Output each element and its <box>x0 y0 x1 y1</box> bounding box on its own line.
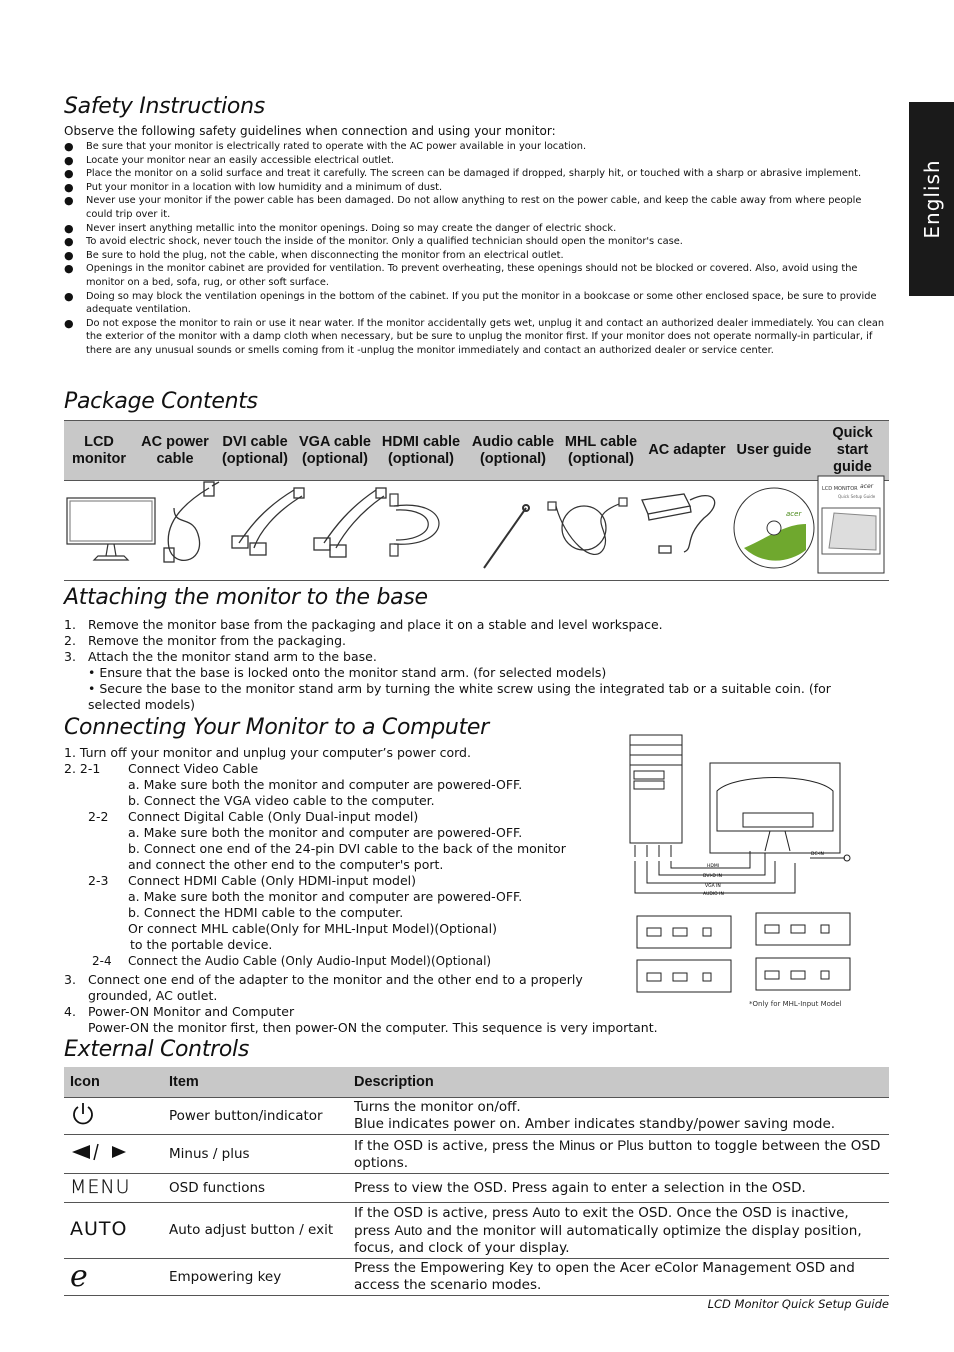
step-line: b. Connect the VGA video cable to the computer. <box>128 793 435 808</box>
attach-heading: Attaching the monitor to the base <box>64 585 428 610</box>
list-item: ● Openings in the monitor cabinet are provided for ventilation. To prevent overheating, these openings should not be blocked or covered. Also, avoid using the monitor on a bed, sofa, rug, or other soft surface. <box>64 262 889 289</box>
pkg-col-hdmi: HDMI cable (optional) <box>381 433 461 467</box>
description-cell: If the OSD is active, press the Minus or Plus button to toggle between the OSD options. <box>348 1135 889 1174</box>
port-panel-3 <box>637 960 731 992</box>
step-line: a. Make sure both the monitor and computer are powered-OFF. <box>128 889 523 904</box>
description-cell: Turns the monitor on/off. Blue indicates power on. Amber indicates standby/power saving mode. <box>348 1098 889 1135</box>
list-item: 2. Remove the monitor from the packaging. <box>64 633 347 648</box>
package-illustrations <box>64 468 889 580</box>
mhl-note: *Only for MHL-Input Model <box>749 1000 842 1008</box>
controls-heading: External Controls <box>64 1037 250 1062</box>
step-line: 4. Power-ON Monitor and Computer <box>64 1004 295 1019</box>
step-line: 2-2 Connect Digital Cable (Only Dual-input model) <box>88 809 419 824</box>
step-line: 1. Turn off your monitor and unplug your computer’s power cord. <box>64 745 471 760</box>
vga-port-label: VGA IN <box>705 884 721 889</box>
monitor-back-icon <box>710 763 840 853</box>
step-line: and connect the other end to the computer's port. <box>128 857 444 872</box>
icon-cell <box>64 1174 163 1203</box>
item-cell: Power button/indicator <box>163 1098 348 1135</box>
connect-heading: Connecting Your Monitor to a Computer <box>64 715 489 740</box>
cd-brand: acer <box>786 510 802 518</box>
list-item: ● Be sure to hold the plug, not the cable, when disconnecting the monitor from an electrical outlet. <box>64 249 889 263</box>
controls-table <box>64 1067 889 1296</box>
list-item: ● Place the monitor on a solid surface and treat it carefully. The screen can be damaged if dropped, sharply hit, or touched with a sharp or abrasive implement. <box>64 167 889 181</box>
col-icon-header: Icon <box>64 1067 163 1098</box>
list-item: ● Locate your monitor near an easily accessible electrical outlet. <box>64 154 889 168</box>
port-panel-4 <box>756 958 850 990</box>
attach-steps <box>64 617 831 713</box>
language-tab <box>909 102 954 296</box>
table-row <box>64 1203 889 1259</box>
step-line: to the portable device. <box>130 937 273 952</box>
list-item: 1. Remove the monitor base from the packaging and place it on a stable and level workspace. <box>64 617 663 632</box>
list-item: ● Never insert anything metallic into the monitor openings. Doing so may create the danger of electric shock. <box>64 222 889 236</box>
col-description-header: Description <box>348 1067 889 1098</box>
minus-plus-icon <box>70 1142 130 1162</box>
col-item-header: Item <box>163 1067 348 1098</box>
description-cell: If the OSD is active, press Auto to exit the OSD. Once the OSD is inactive, press Auto and the monitor will automatically optimize the display position, focus, and clock of your display. <box>348 1203 889 1259</box>
pkg-col-dvi: DVI cable (optional) <box>221 433 289 467</box>
item-cell: Empowering key <box>163 1259 348 1296</box>
step-line: 3. Connect one end of the adapter to the monitor and the other end to a properly <box>64 972 583 987</box>
step-line: 2-3 Connect HDMI Cable (Only HDMI-input model) <box>88 873 417 888</box>
guide-subtitle: Quick Setup Guide <box>838 494 876 499</box>
icon-cell <box>64 1098 163 1135</box>
table-row <box>64 1259 889 1296</box>
list-item: ● Do not expose the monitor to rain or use it near water. If the monitor accidentally gets wet, unplug it and contact an authorized dealer immediately. You can clean the exterior of the monitor with a damp cloth when necessary, but be sure to unplug the monitor first. If your monitor does not operate normally-in particular, if there are any unusual sounds or smells coming from it -unplug the monitor immediately and contact an authorized dealer or service center. <box>64 317 889 358</box>
dvi-port-label: DVI-D IN <box>703 874 723 879</box>
table-row <box>64 1174 889 1203</box>
connect-steps <box>64 745 664 1036</box>
table-row <box>64 1135 889 1174</box>
power-icon <box>70 1101 96 1127</box>
step-line: a. Make sure both the monitor and computer are powered-OFF. <box>128 777 523 792</box>
package-images <box>64 468 889 581</box>
step-line: grounded, AC outlet. <box>88 988 218 1003</box>
step-line: a. Make sure both the monitor and computer are powered-OFF. <box>128 825 523 840</box>
list-item: ● Never use your monitor if the power cable has been damaged. Do not allow anything to rest on the power cable, and keep the cable away from where people could trip over it. <box>64 194 889 221</box>
power-cable-icon <box>164 482 219 562</box>
description-cell: Press to view the OSD. Press again to enter a selection in the OSD. <box>348 1174 889 1203</box>
pkg-col-adapter: AC adapter <box>648 442 726 458</box>
list-item: • Ensure that the base is locked onto the monitor stand arm. (for selected models) <box>88 665 607 680</box>
hdmi-port-label: HDMI <box>707 864 720 869</box>
ac-adapter-icon <box>642 494 715 553</box>
item-cell: Minus / plus <box>163 1135 348 1174</box>
pkg-col-vga: VGA cable (optional) <box>299 433 371 467</box>
icon-cell <box>64 1259 163 1296</box>
list-item: ● Put your monitor in a location with low humidity and a minimum of dust. <box>64 181 889 195</box>
quick-start-guide-icon <box>818 476 884 573</box>
description-cell: Press the Empowering Key to open the Acer eColor Management OSD and access the scenario modes. <box>348 1259 889 1296</box>
empowering-e-icon: e <box>70 1258 88 1294</box>
package-heading: Package Contents <box>64 389 258 414</box>
page-footer: LCD Monitor Quick Setup Guide <box>707 1297 889 1311</box>
step-line: 2. 2-1 Connect Video Cable <box>64 761 259 776</box>
pkg-col-audio: Audio cable (optional) <box>471 433 555 467</box>
audio-cable-icon <box>484 505 529 568</box>
port-panel-2 <box>756 913 850 945</box>
icon-cell <box>64 1203 163 1259</box>
pkg-col-mhl: MHL cable (optional) <box>564 433 638 467</box>
pkg-col-user-guide: User guide <box>736 442 812 458</box>
monitor-icon <box>67 498 155 560</box>
guide-title: LCD MONITOR <box>822 486 858 492</box>
step-line: 2-4 Connect the Audio Cable (Only Audio-Input Model)(Optional) <box>92 954 492 968</box>
safety-heading: Safety Instructions <box>64 94 265 119</box>
hdmi-cable-icon <box>390 494 439 556</box>
table-header-row <box>64 1067 889 1098</box>
pkg-col-ac-cable: AC power cable <box>141 433 209 467</box>
vga-cable-icon <box>314 488 386 557</box>
audio-port-label: AUDIO IN <box>703 892 724 897</box>
language-label: English <box>919 159 944 239</box>
list-item: ● To avoid electric shock, never touch the inside of the monitor. Only a qualified technician should open the monitor's case. <box>64 235 889 249</box>
item-cell: OSD functions <box>163 1174 348 1203</box>
step-line: b. Connect the HDMI cable to the computer. <box>128 905 404 920</box>
connection-diagram <box>625 733 865 1013</box>
list-item: ● Be sure that your monitor is electrically rated to operate with the AC power available in your location. <box>64 140 889 154</box>
item-cell: Auto adjust button / exit <box>163 1203 348 1259</box>
safety-intro: Observe the following safety guidelines when connection and using your monitor: <box>64 124 556 138</box>
pkg-col-quick-start: Quick start guide <box>832 425 873 475</box>
safety-list <box>64 140 889 358</box>
auto-icon: AUTO <box>70 1218 128 1240</box>
mhl-cable-icon <box>548 498 627 554</box>
step-line: Power-ON the monitor first, then power-ON the computer. This sequence is very important. <box>88 1020 658 1035</box>
dc-port-label: DC-IN <box>811 852 824 857</box>
guide-brand: acer <box>860 483 874 490</box>
table-row <box>64 1098 889 1135</box>
menu-icon: MENU <box>70 1175 131 1198</box>
icon-cell <box>64 1135 163 1174</box>
list-item: selected models) <box>88 697 196 712</box>
list-item: • Secure the base to the monitor stand arm by turning the white screw using the integrated tab or a suitable coin. (for <box>88 681 831 696</box>
step-line: Or connect MHL cable(Only for MHL-Input Model)(Optional) <box>128 921 497 936</box>
pkg-col-lcd: LCD monitor <box>72 433 126 467</box>
list-item: 3. Attach the the monitor stand arm to the base. <box>64 649 377 664</box>
port-panel-1 <box>637 916 731 948</box>
dvi-cable-icon <box>232 488 304 555</box>
list-item: ● Doing so may block the ventilation openings in the bottom of the cabinet. If you put the monitor in a bookcase or some other enclosed space, be sure to provide adequate ventilation. <box>64 290 889 317</box>
cd-icon <box>734 488 814 568</box>
step-line: b. Connect one end of the 24-pin DVI cable to the back of the monitor <box>128 841 566 856</box>
